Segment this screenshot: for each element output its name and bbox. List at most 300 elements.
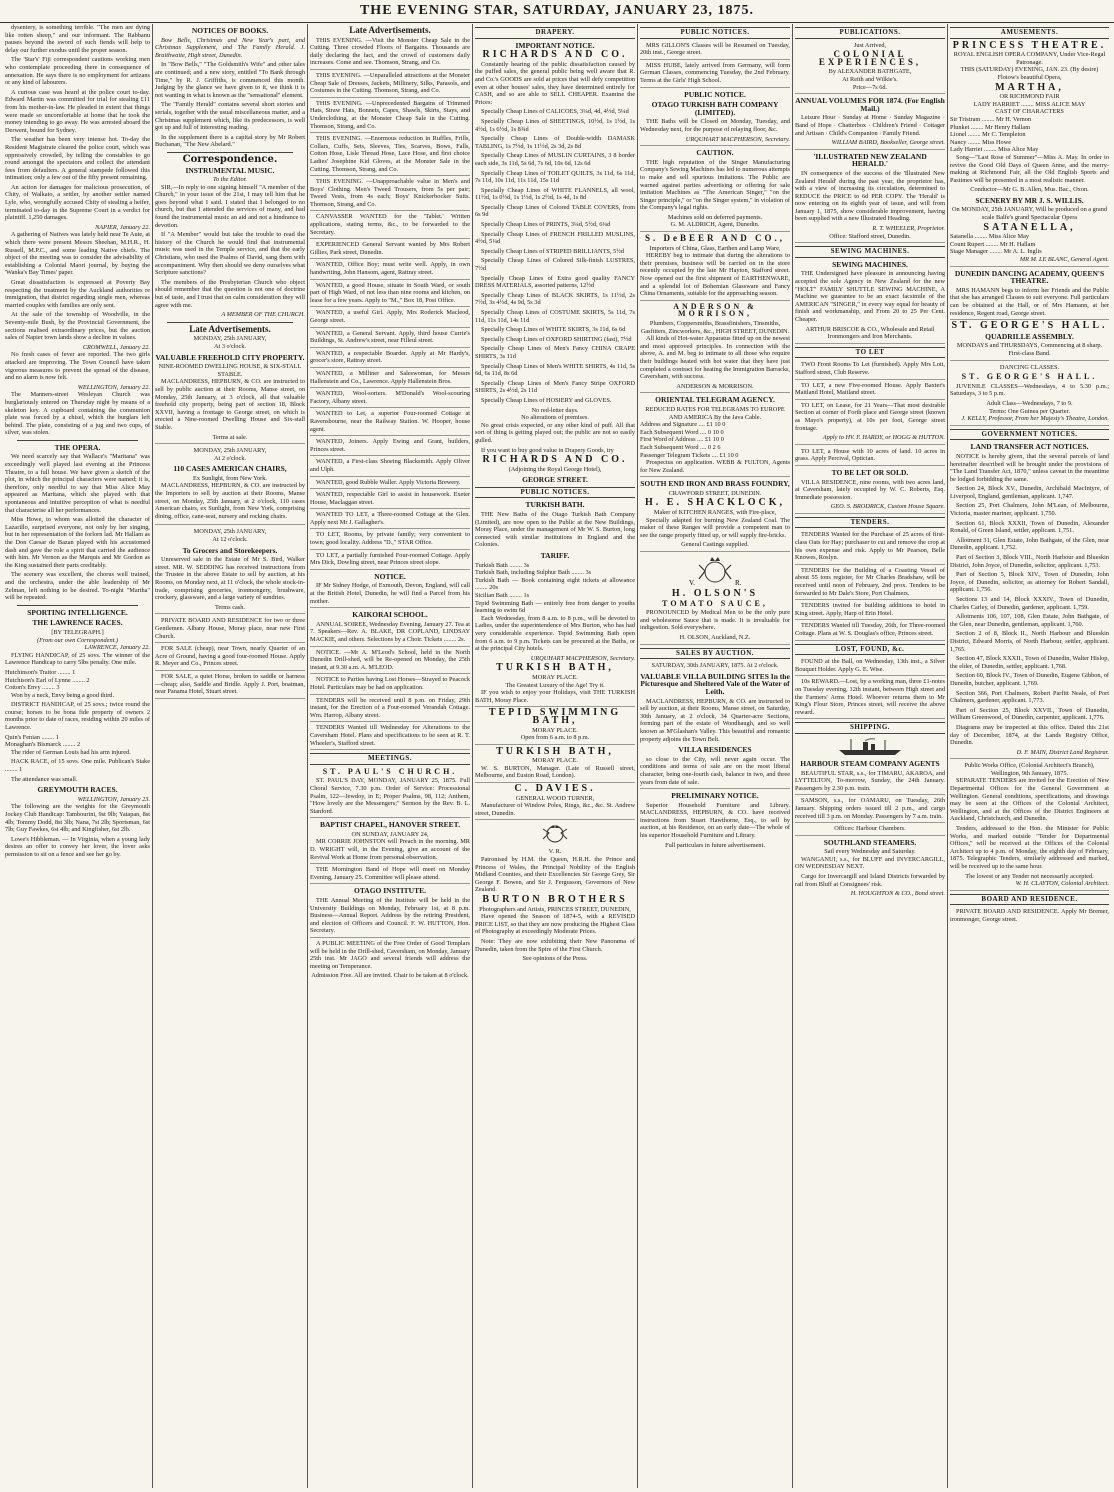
classified-ad: TO LET, a House with 10 acres of land. 10 acres in grass. Apply Percival, Optician. <box>795 448 945 466</box>
price-line: Specially Cheap Lines of Men's Fancy Stripe OXFORD SHIRTS, 2s 4½d, 2s 11d <box>475 379 635 395</box>
classified-ad: WANTED, Wool-sorters. M'Donald's Wool-scouring Factory, Albany street. <box>310 390 470 408</box>
ad-body: so close to the City, will never again occur. The conditions and terms of sale are on the most liberal character, being one-fourth cash, balance in two, and three years from date of sale. <box>640 756 790 789</box>
classified-ad: EXPERIENCED General Servant wanted by Mrs Robert Gillies, Park street, Dunedin. <box>310 241 470 259</box>
signature: ARTHUR BRISCOE & CO., Wholesale and Retail Ironmongers and Iron Merchants. <box>795 326 945 344</box>
notice-text: NOTICE is hereby given, that the several parcels of land hereinafter described will be brought under the provisions of "The Land Transfer Act, 1870," unless caveat in the meantime be lodged forbidding the same. <box>950 452 1109 483</box>
section-heading: Late Advertisements. <box>349 25 431 35</box>
ad-title: To Grocers and Storekeepers. <box>182 545 278 555</box>
classified-ad: TO LET, a partially furnished Four-roomed Cottage. Apply Mrs Dick, Dowling street, near Princes street slope. <box>310 552 470 570</box>
firm-name: RICHARDS AND CO. <box>482 454 628 466</box>
column-rule <box>637 24 638 1488</box>
classified-ad: WANTED, a useful Girl. Apply, Mrs Roderick Macleod, George street. <box>310 309 470 327</box>
classified-ad: THIS EVENING. —Unapproachable value in Men's and Boys' Clothing. Men's Tweed Trousers, from 5s per pair; Tweed Vests, from 4s each; Boys' Knickerbocker Suits. Thomson, Strang, and Co. <box>310 178 470 211</box>
land-section-entry: Section 25, Port Chalmers, John M'Lean, of Melbourne, Victoria, master mariner, applicant. 1,750. <box>950 502 1109 518</box>
section-heading: NOTICE. <box>374 571 406 581</box>
news-paragraph: In the supplement there is a capital story by Mr Robert Buchanan, "The New Abelard." <box>155 133 305 149</box>
news-paragraph: The attendance was small. <box>11 775 78 783</box>
result-line: Hutchinson's Traitor ........ 1 <box>5 668 76 676</box>
ad-line: ROYAL ENGLISH OPERA COMPANY, Under Vice-Regal Patronage. <box>953 51 1106 66</box>
firm-name: H. OLSON'S <box>671 588 759 600</box>
section-heading: TO LET <box>795 347 945 359</box>
classified-ad: WANTED to Let, a superior Four-roomed Cottage at Ravensbourne, near the Railway Station. W. Hooper, house agent. <box>310 410 470 436</box>
ad-title: SOUTH END IRON AND BRASS FOUNDRY, <box>640 479 790 489</box>
price-line: Specially Cheap Lines of Colored TABLE COVERS, from 6s 9d <box>475 203 635 219</box>
signature: H. OLSON, Auckland, N.Z. <box>640 634 790 645</box>
ad-line: QUADRILLE ASSEMBLY. <box>985 331 1074 341</box>
ad-line: THIS (SATURDAY) EVENING, JAN. 23. (By desire) Flotow's beautiful Opera, <box>960 66 1099 81</box>
rate-line: First Word of Address .... £1 10 0 <box>640 436 724 444</box>
section-heading: THE OPERA. <box>54 442 101 452</box>
section-heading: PUBLICATIONS. <box>795 27 945 39</box>
ad-time: At 3 o'clock. <box>213 342 247 350</box>
notice-text: MRS GILLON'S Classes will be Resumed on Tuesday, 20th inst., George street. <box>640 42 790 60</box>
ad-title: TURKISH BATH, <box>496 745 614 757</box>
signature: GEO. S. BRODRICK, Custom House Square. <box>795 503 945 514</box>
column-books-correspondence <box>155 24 305 1488</box>
classified-ad: THIS EVENING. —Visit the Monster Cheap Sale in the Cutting. Three crowded Floors of Bargains. Thousands are daily declaring the fact, and the crowd of customers daily increases. Come and see. Thomson, Strang, and Co. <box>310 37 470 70</box>
classified-ad: FOR SALE (cheap), near Town, nearly Quarter of an Acre of Ground, having a good four-roomed House. Apply R. Meyer and Co., Princes street. <box>155 645 305 671</box>
ad-title: ORIENTAL TELEGRAM AGENCY. <box>655 395 775 405</box>
section-heading: AMUSEMENTS. <box>950 27 1109 39</box>
ad-body: Note: They are now exhibiting their New Panorama of Dunedin, taken from the Spire of the First Church. <box>475 937 635 953</box>
ad-body: MACLANDRESS, HEPBURN, & CO. are instructed to sell by auction, at their Rooms, Manse street, on Saturday, 30th January, at 2 o'clock, 34 Quarter-acre Sections, forming part of the estate of Woodhaugh, and so well known as M'Glashan's Valley. This beautiful and romantic property adjoins the Town Belt. <box>640 697 790 743</box>
ad-body: No great crisis expected, or any other kind of puff. All that sort of thing is getting played out; the public are not so easily gulled. <box>475 421 635 444</box>
news-paragraph: The rider of German Louis had his arm injured. <box>11 748 131 756</box>
notice-text: THE Baths will be Closed on Monday, Tuesday, and Wednesday next, for the purpose of relaying floor, &c. <box>640 118 790 133</box>
ad-line: (Adjoining the Royal George Hotel), <box>508 465 602 473</box>
sub-heading: IMPORTANT NOTICE. <box>515 40 595 50</box>
rate-line: Each Subsequent Word .... 0 2 6 <box>640 443 721 451</box>
ad-time: At 12 o'clock. <box>212 536 248 544</box>
firm-name: S. DeBEER AND CO., <box>644 233 785 244</box>
dateline: WELLINGTON, January 23. <box>77 795 150 803</box>
column-amusements <box>950 24 1109 1488</box>
notice-text: Diagrams may be inspected at this office. Dated this 21st day of December, 1874, at the Lands Registry Office, Dunedin. <box>950 723 1109 747</box>
news-paragraph: An action for damages for malicious prosecution, of Chity, of Walkato, a settler, by another settler named Lyle, who, wrongfully accused Chity of stealing a heifer, terminated to-day in the Supreme Court in a verdict for plaintiff. 1,250 damages. <box>5 183 150 222</box>
letter-paragraph: The members of the Presbyterian Church who object should remember that the question is not one of doctrine but of taste, and I trust that on calm consideration they will agree with me. <box>155 278 305 309</box>
divider <box>17 605 138 606</box>
news-paragraph: The following are the weights for the Greymouth Jockey Club Handicap: Tambourini, 9st 9lb; Yatapan, 8st 4lb; Tommy Dodd, 8st 3lb; Nana, 7st 2lb; Sportsman, 6st 7lb; Guy Fawkes, 6st 4lb; and Kingfisher, 6st 2lb. <box>5 803 150 834</box>
firm-name: H. E. SHACKLOCK, <box>645 497 785 509</box>
sub-heading: CAUTION. <box>696 148 734 158</box>
news-paragraph: HACK RACE, of 15 sovs. One mile. Publican's Stake ........ 1 <box>5 758 150 774</box>
tariff-line: Turkish Bath ........ 3s <box>475 561 530 569</box>
ad-date: MONDAY, 25th JANUARY, <box>193 335 267 343</box>
auction-ad <box>155 335 305 444</box>
news-paragraph: dysentery, is something terrible. "The men are dying like rotten sheep," and our informant. The Rabbanu pauses beyond the sword of such fiends will help to delay our further exodus until the proper season. <box>5 24 150 54</box>
notice-text: Machines sold on deferred payments. <box>667 213 763 221</box>
ad-body: W. S. BURTON, Manager. (Late of Russell street, Melbourne, and Euston Road, London). <box>475 765 635 783</box>
news-paragraph: In "Bow Bells," "The Goldsmith's Wife" and other tales are continued; and a new story, entitled "To Bank through Time," by R. J. Griffiths, is commenced this month. Judging by the glance we have given to it, we think it is not wanting in what is known as the "sensational" element. <box>155 61 305 99</box>
divider <box>17 440 138 441</box>
notice-text: SEPARATE TENDERS are invited for the Erection of New Departmental Offices for the General Government at Wellington. General conditions, specifications, and drawings may be seen at the Offices of the Colonial Architect, Wellington, and at the Offices of the District Engineers at Auckland, Christchurch, and Dunedin. <box>950 777 1109 823</box>
ad-line: Office: Stafford street, Dunedin. <box>795 233 945 244</box>
land-section-entry: Section 24, Block XV., Dunedin, Archibald MacIntyre, of Liverpool, England, gentleman, applicant. 1,747. <box>950 485 1109 500</box>
price-list <box>475 108 635 404</box>
shipping-ad: SAMSON, s.s., for OAMARU, on Tuesday, 26th January. Shipping orders issued till 2 p.m., and cargo received till 3 p.m. on Monday. Passengers by 7 a.m. train. <box>795 797 945 823</box>
cast-line: Satanella ........ Miss Alice May <box>950 233 1030 241</box>
tariff-line: Turkish Bath — Book containing eight tickets at allowance ........ 20s <box>475 576 635 592</box>
masthead-title: THE EVENING STAR, SATURDAY, JANUARY 23, 1875. <box>359 3 755 18</box>
classified-ad: CANVASSER WANTED for the 'Tablet.' Written applications, stating terms, &c., to be forwarded to the Secretary. <box>310 213 470 239</box>
ad-body: PRONOUNCED by Medical Men to be the only pure and wholesome Sauce that is made. It is invaluable for indigestion. Sold everywhere. <box>640 609 790 632</box>
ad-line: Photographers and Artists, PRINCES STREET, DUNEDIN, <box>479 905 631 913</box>
land-section-entry: Allotment 31, Glen Estate, John Bathgate, of the Glen, near Dunedin, applicant. 1,752. <box>950 536 1109 552</box>
sub-heading: THE LAWRENCE RACES. <box>32 618 123 628</box>
tender-ad: TENDERS for the Building of a Coasting Vessel of about 55 tons register, for Mr Charles Bradshaw, will be received until noon of February, 2nd prox. Tenders to be forwarded to Mr Dale's Store, Port Chalmers. <box>795 567 945 600</box>
shipping-ad: WANGANUI, s.s., for BLUFF and INVERCARGILL, ON WEDNESDAY NEXT. <box>795 855 945 871</box>
signature: G. M. ALDRICH, Agent, Dunedin. <box>640 221 790 232</box>
news-paragraph: A gathering of Natives was lately held near Te Aute, at which there were present Messrs Sheehan, M.H.R., H. Russell, M.P.C., and some leading Native chiefs. The object of the meeting was to consider the advisability of establishing a Colonial Maori journal, by buying the 'Wanka's Bay Times' paper. <box>5 231 150 277</box>
signature: R. T. WHEELER, Proprietor. <box>872 225 945 233</box>
section-heading: SEWING MACHINES. <box>795 246 945 258</box>
price-line: Specially Cheap Lines of CALICOES, 3¼d, 4d, 4½d, 5¼d <box>481 108 629 116</box>
theatre-name: PRINCESS THEATRE. <box>952 39 1107 51</box>
ad-line: Importers of China, Glass, Earthen and Lamp Ware, <box>649 244 781 252</box>
ad-line: On MONDAY, 25th JANUARY, Will be produced on a grand scale Balfe's grand Spectacular Opera <box>951 206 1107 222</box>
product-name: TOMATO SAUCE, <box>662 598 768 608</box>
cast-line: Plunket ........ Mr Henry Hallam <box>950 123 1031 131</box>
ad-title: 'ILLUSTRATED NEW ZEALAND HERALD.' <box>813 151 927 169</box>
divider <box>167 152 293 153</box>
byline: (From our own Correspondent.) <box>36 636 119 644</box>
letter-paragraph: SIR,—In reply to one signing himself "A member of the Church," in your issue of the 21st, I may tell him that he goes beyond what I said. I stated that I belonged to no church, but that I attended the services of many, and had found the instrumental music an aid and not a hindrance to devotion. <box>155 183 305 229</box>
ad-line: No red-letter days. <box>531 406 579 414</box>
land-section-entry: Section 47, Block XXXII., Town of Dunedin, Walter Hislop, the elder, of Dunedin, settler, applicant. 1,768. <box>950 655 1109 670</box>
notice-text: TENDERS Wanted till Wednesday for Alterations to the Caversham Hotel. Plans and specifications to be seen at R. T. Wheeler's, Stafford street. <box>310 724 470 750</box>
classified-ad: WANTED, a Milliner and Saleswoman, for Messrs Hallenstein and Co., Lawrence. Apply Hallenstein Bros. <box>310 370 470 388</box>
ad-title: 110 CASES AMERICAN CHAIRS, <box>173 464 287 474</box>
cast-line: Sir Tristram ........ Mr H. Vernon <box>950 115 1032 123</box>
price-line: Specially Cheap Lines of Colored Silk-finish LUSTRES, 7½d <box>475 257 635 273</box>
ad-line: Full particulars in future advertisement. <box>665 841 765 849</box>
ad-line: At Reith and Wilkie's. <box>842 75 898 83</box>
signature: J. KELLY, Professor, From her Majesty's Theatre, London. <box>950 415 1109 426</box>
rate-line: Address and Signature .... £1 10 0 <box>640 421 726 429</box>
section-heading: PUBLIC NOTICES. <box>475 487 635 499</box>
ad-line: Maker of KITCHEN RANGES, with Fire-place, <box>653 509 777 517</box>
ad-line: First-class Band. <box>950 350 1109 361</box>
notice-text: THE high reputation of the Singer Manufacturing Company's Sewing Machines has led to numerous attempts to make and sell spurious imitations. The Public are warned against parties advertising or offering for sale imitation Machines as "The American Singer," "on the Singer principle," or "on the Singer system," in violation of the Company's legal rights. <box>640 158 790 212</box>
news-paragraph: Great dissatisfaction is expressed at Poverty Bay respecting the treatment by the Auckland authorities re immigration, that district regarding single men, whereas married couples with families are only sent. <box>5 279 150 309</box>
section-heading: GOVERNMENT NOTICES. <box>950 429 1109 441</box>
ad-subtitle: Ex Sunlight, from New York. <box>193 474 267 482</box>
tariff-line: Tepid Swimming Bath — entirely free from danger to youths learning to swim 6d <box>475 599 635 615</box>
column-late-ads <box>310 24 470 1488</box>
sub-heading: ON SUNDAY, JANUARY 24, <box>351 830 429 838</box>
sub-heading: PUBLIC NOTICE. <box>684 89 746 99</box>
ad-body: Patronised by H.M. the Queen, H.R.H. the Prince and Princess of Wales, the Principal Nobility of the English Midland Counties, and their Excellencies Sir George Grey, Sir George F. Bowen, and Sir J. Fergusson, Governors of New Zealand. <box>475 856 635 894</box>
notice-text: ANNUAL SOIREE, Wednesday Evening, January 27. Tea at 7. Speakers—Rev. A. BLAKE, DR COPLAND, LINDSAY MACKIE, and others. Selections by a Choir. Tickets ........ 2s. <box>310 621 470 647</box>
price-line: Specially Cheap Lines of WHITE FLANNELS, all wool, 11½d, 1s 0½d, 1s 1½d, 1s 2½d, 1s 4d, 1s 8d <box>475 186 635 202</box>
result-line: Monaghan's Bismarck ........ 2 <box>5 741 81 749</box>
notice-text: THE Annual Meeting of the Institute will be held in the University Buildings on Monday, February 1st, at 8 p.m. Business—Annual Report. Address by the retiring President, and election of Officers and Council. F. W. HUTTON, Hon. Secretary. <box>310 897 470 938</box>
sub-heading: BAPTIST CHAPEL, HANOVER STREET. <box>320 820 460 830</box>
column-rule <box>472 24 473 1488</box>
price: Price—7s 6d. <box>795 84 945 95</box>
news-paragraph: Won by a neck, Envy being a good third. <box>11 691 115 699</box>
section-heading: PUBLIC NOTICES. <box>640 27 790 39</box>
news-paragraph: At the sale of the township of Woodville, in the Seventy-mile Bush, by the Provincial Government, the sections realised extraordinary prices, but the auction sales of Napier town lands show a decline in values. <box>5 311 150 342</box>
ad-line: Public Works Office, (Colonial Architect's Branch), Wellington, 9th January, 1875. <box>964 762 1095 777</box>
dateline: CROMWELL, January 22. <box>82 343 150 351</box>
ad-body: JUVENILE CLASSES—Wednesdays, 4 to 5.30 p.m.; Saturdays, 3 to 5 p.m. <box>950 382 1109 398</box>
notice-text: THE Mornington Band of Hope will meet on Monday Evening, January 25. Committee will please attend. <box>310 866 470 884</box>
ad-title: C. DAVIES. <box>514 783 596 795</box>
ad-title: VILLA RESIDENCES <box>678 745 752 755</box>
section-heading: DRAPERY. <box>475 27 635 39</box>
ad-line: MORAY PLACE. <box>532 673 578 681</box>
signature: URQUHART MACPHERSON, Secretary. <box>530 654 635 662</box>
ad-line: The lowest or any Tender not necessarily accepted. <box>965 872 1094 880</box>
ad-title: BURTON BROTHERS <box>482 894 628 905</box>
price-line: Specially Cheap Lines of TOILET QUILTS, 3s 11d, 6s 11d, 7s 11d, 10s 11d, 11s 11d, 15s 11d <box>475 169 635 185</box>
classified-ad: WANTED, a First-class Shoeing Blacksmith. Apply Oliver and Ulph. <box>310 458 470 476</box>
ad-line: By ALEXANDER BATHGATE, <box>828 68 912 76</box>
ad-line: No alterations of premises. <box>521 414 589 422</box>
ad-body: Have opened the Season of 1874-5, with a REVISED PRICE LIST, so that they are now producing the Highest Class of Photography at exceedingly Moderate Prices. <box>475 913 635 936</box>
ad-title: TURKISH BATH, <box>496 662 614 674</box>
section-heading: Late Advertisements. <box>189 323 271 334</box>
news-paragraph: The Manners-street Wesleyan Church was burglariously entered on Thursday night by means of a skeleton key. A cupboard containing the communion plate was forced by a chisel, which the burglars left behind. The plate, consisting of a jug and two cups, of silver, was stolen. <box>5 391 150 437</box>
tender-ad: TENDERS invited for building additions to hotel in King street. Apply, Harp of Erin Hotel. <box>795 602 945 620</box>
notice-text: NOTICE to Parties having Lost Horses—Strayed to Peacock Hotel. Particulars may be had on application. <box>310 676 470 694</box>
ad-line: CRAWFORD STREET, DUNEDIN. <box>668 489 762 497</box>
ad-body: IF you wish to enjoy your Holidays, visit THE TURKISH BATH, Moray Place. <box>475 689 635 707</box>
news-paragraph: A curious case was heard at the police court to-day. Edward Martin was committed for trial for stealing £11 from his mother-in-law. He pleaded in extent that things were made so uncomfortable at home that he took the money intending to go away. He was arrested aboard the Derwent, bound for Sydney. <box>5 88 150 134</box>
steamship-icon <box>835 737 905 757</box>
news-paragraph: DISTRICT HANDICAP, of 25 sovs.; twice round the course; horses to be bona fide property of owners 2 months prior to date of races, residing within 20 miles of Lawrence. <box>5 701 150 732</box>
ad-line: MORAY PLACE. <box>532 726 578 734</box>
signature: ANDERSON & MORRISON. <box>640 383 790 394</box>
classified-ad: WANTED, a good House, situate in South Ward, or south part of High Ward, of not less than nine rooms and kitchen, on lease for a few years. Apply to "M.," Box 18, Post Office. <box>310 282 470 308</box>
section-heading: TENDERS. <box>795 517 945 529</box>
classified-ad: TO LET, Rooms, by private family; very convenient to town; good locality. Address "D.," STAR Office. <box>310 531 470 549</box>
signature: MR M. LE BLANC, General Agent. <box>950 256 1109 267</box>
ad-line: MORAY PLACE. <box>532 757 578 765</box>
ad-line: GEORGE STREET. <box>522 475 588 485</box>
news-paragraph: The scenery was excellent, the chorus well trained, and the orchestra, under the able leadership of Mr Zelman, left nothing to be desired. To-night "Martha" will be repeated. <box>5 571 150 602</box>
ad-line: V. R. <box>548 848 562 856</box>
price-line: Specially Cheap Lines of Men's Fancy CHINA CRAPE SHIRTS, 3s 11d <box>475 345 635 360</box>
section-heading: SALES BY AUCTION. <box>640 648 790 660</box>
sub-heading: SOUTHLAND STEAMERS. <box>823 837 917 847</box>
ad-body: Each Wednesday, from 8 a.m. to 8 p.m., will be devoted to Ladies, under the superintendence of Mrs Burton, who has had very considerable experience. Tepid Swimming Bath open from 6 a.m. to 9 p.m. Tickets can be procured at the Baths, or at the principal City hotels. <box>475 614 635 653</box>
ad-body: HEREBY beg to intimate that during the alterations to their premises, business will be carried on in the store recently occupied by the late Mr Hayton, Stafford street. Now opened out the first shipment of EARTHENWARE, and a splendid lot of Bohemian Glassware and Fancy China Ornaments, suitable for the approaching season. <box>640 252 790 301</box>
news-paragraph: Bow Bells, Christmas and New Year's part, and Christmas Supplement, and The Family Herald. J. Braithwaite, High street, Dunedin. <box>155 36 305 59</box>
land-section-entry: Part of Section 5, Block XIV., Town of Dunedin, John Joyce, of Dunedin, solicitor, as attorney for Robert Sandall, applicant. 1,756. <box>950 571 1109 594</box>
price-line: Specially Cheap Lines of MUSLIN CURTAINS, 3 8 border each side, 3s 11d, 5s 6d, 7s 6d, 10s 6d, 12s 6d <box>475 152 635 167</box>
cast-line: Nancy ........ Miss Howe <box>950 138 1012 146</box>
land-section-entry: Section 61, Block XXXII, Town of Dunedin, Alexander Ronald, of Green Island, settler, applicant. 1,751. <box>950 519 1109 535</box>
column-public-notices <box>640 24 790 1488</box>
ad-body: If you want to buy good value in Drapery Goods, try <box>481 446 614 454</box>
price-line: Specially Cheap Lines of STRIPED BRILLIANTS, 5½d <box>481 247 625 255</box>
ad-body: Leisure Hour · Sunday at Home · Sunday Magazine · Band of Hope · Chatterbox · Children's Friend · Cottager and Artisan · Child's Companion · Family Friend. <box>795 114 945 137</box>
ad-date: MONDAY, 25th JANUARY, <box>193 447 267 455</box>
ad-line: REDUCED RATES FOR TELEGRAMS TO EUROPE AND AMERICA By the Java Cable. <box>645 405 785 421</box>
notice-text: MR CORRIE JOHNSTON will Preach in the morning. MR D. WRIGHT will, in the Evening, give an account of the Revival Work at Home from personal observation. <box>310 838 470 864</box>
price-line: Specially Cheap Lines of COSTUME SKIRTS, 5s 11d, 7s 11d, 11s 11d, 14s 11d <box>475 309 635 324</box>
section-heading: MEETINGS. <box>310 753 470 765</box>
notice-text: IF Mr Sidney Hodge, of Exmouth, Devon, England, will call at the British Hotel, Dunedin, he will find a Parcel from his mother. <box>310 582 470 608</box>
byline: [BY TELEGRAPH.] <box>51 628 104 636</box>
sub-heading: TARIFF. <box>540 551 570 561</box>
ad-body: MRS HAMANN begs to inform her Friends and the Public that she has arranged Classes to suit everyone. Full particulars can be obtained at the Hall, or of Mrs Hamann, at her residence, Regent road, George street. <box>950 287 1109 320</box>
tariff-line: Turkish Bath, including Sulphur Bath ........ 3s <box>475 569 592 577</box>
ad-title: DUNEDIN DANCING ACADEMY, QUEEN'S THEATRE. <box>954 268 1105 286</box>
ad-title: VALUABLE FREEHOLD CITY PROPERTY. <box>155 352 305 362</box>
ad-line: See opinions of the Press. <box>522 955 588 963</box>
column-publications <box>795 24 945 1488</box>
classified-ad: WANTED, a General Servant. Apply, third house Currie's Buildings, St. Andrew's street, near Filleul street. <box>310 330 470 348</box>
firm-name: RICHARDS AND CO. <box>482 49 628 61</box>
ad-body: THE Undersigned have pleasure in announcing having accepted the sole Agency in New Zealand for the new "HOLT" FAMILY SHUTTLE SEWING MACHINE, A Machine we guarantee to be an exact facsimile of the AMERICAN "SINGER," in every way equal for beauty of finish and workmanship, and From 20 to 25 Per Cent. Cheaper. <box>795 270 945 323</box>
land-section-entry: Part of Section 25, Block XXVII., Town of Dunedin, William Greenwood, of Dunedin, carpenter, applicant. 1,776. <box>950 706 1109 722</box>
tender-ad: TENDERS Wanted for the Purchase of 25 acres of first-class Oats for Hay; purchaser to cut and remove the crop at his own expense and risk. Apply to Mr Pearson, Belle Knowes, Roslyn. <box>795 531 945 564</box>
column-rule <box>947 24 948 1488</box>
news-paragraph: The 'Star's' Fiji correspondent cautions working men who contemplate proceeding there in consequence of annexation. He says there is no employment for artizans or any kind of labourers. <box>5 56 150 87</box>
news-paragraph: We need scarcely say that Wallace's "Maritana" was exceedingly well played last evening at the Princess Theatre, to a full house. We have given a sketch of the plot, in which the principal characters were named; it is, therefore, only needful to say that Miss Alice May appeared as Maritana, which she played with that spontaneous and intuitive perception of what is needful that characterise all her performances. <box>5 453 150 514</box>
classified-ad: FOUND at the Ball, on Wednesday, 13th inst., a Silver Bouquet Holder. Apply G. E. Wise. <box>795 658 945 676</box>
cast-line: Count Rupert ........ Mr H. Hallam <box>950 240 1036 248</box>
ad-date: MONDAY, 25th JANUARY, <box>193 528 267 536</box>
book-title: COLONIAL EXPERIENCES, <box>818 49 922 67</box>
cast-line: Lionel ........ Mr C. Templeton <box>950 131 1026 139</box>
sub-heading: TO BE LET OR SOLD. <box>831 467 909 477</box>
land-sections-list <box>950 485 1109 722</box>
signature: W. H. CLAYTON, Colonial Architect. <box>950 880 1109 891</box>
dateline: WELLINGTON, January 22. <box>77 383 150 391</box>
classified-ad: WANTED, good Rubble Waller. Apply Victoria Brewery. <box>310 479 470 490</box>
ad-title: VALUABLE VILLA BUILDING SITES In the Picturesque and Sheltered Vale of the Water of Leith. <box>640 671 790 696</box>
section-heading: LOST, FOUND, &c. <box>795 644 945 656</box>
column-drapery <box>475 24 635 1488</box>
price-line: Specially Cheap Lines of PRINTS, 3¼d, 5½d, 6¼d <box>481 221 611 229</box>
royal-arms-icon <box>685 555 745 587</box>
section-heading: SPORTING INTELLIGENCE. <box>27 607 128 617</box>
land-section-entry: Allotments 106, 107, 108, Glen Estate, John Bathgate, of the Glen, near Dunedin, gentleman, applicant. 1,760. <box>950 613 1109 628</box>
signature: A MEMBER OF THE CHURCH. <box>221 311 305 319</box>
sub-heading: PRELIMINARY NOTICE. <box>671 791 759 801</box>
signature: H. HOUGHTON & CO., Bond street. <box>850 890 945 898</box>
tender-ad: TENDERS Wanted till Tuesday, 26th, for Three-roomed Cottage. Plans at W. S. Douglas's office, Princes street. <box>795 622 945 640</box>
ad-body: Specially adapted for burning New Zealand Coal. The maker of these Ranges will provide a competent man to see the range properly fitted up, or will supply fire-bricks. <box>640 516 790 539</box>
ad-body: Prospectus on application. WEBB & FULTON, Agents for New Zealand. <box>640 459 790 477</box>
section-heading: NOTICES OF BOOKS. <box>191 26 269 35</box>
result-line: Hutchison's Earl of Lynne ........ 2 <box>5 676 90 684</box>
dateline: NAPIER, January 22. <box>95 223 150 231</box>
tariff-line: Sicilian Bath ........ 1s <box>475 592 530 599</box>
ad-body: MACLANDRESS, HEPBURN, & CO. are instructed by the Importers to sell by auction at their Rooms, Manse street, on Monday, 25th January, at 2 o'clock, 110 cases American chairs, ex Sunlight, from New York, comprising dining, office, cane-seat, nursery and rocking chairs. <box>155 482 305 520</box>
sub-heading: OTAGO INSTITUTE. <box>354 886 426 896</box>
svg-text:R.: R. <box>735 579 742 588</box>
notice-text: NOTICE. —Mr A. M'Leod's School, held in the North Dunedin Drill-shed, will be Re-opened on Monday, the 25th instant, at 9.30 a.m. A. M'LEOD. <box>310 649 470 675</box>
rate-line: Each Subsequent Word .... 0 10 0 <box>640 428 724 436</box>
news-paragraph: FLYING HANDICAP, of 25 sovs. The winner of the Lawrence Handicap to carry 5lbs penalty. One mile. <box>5 651 150 667</box>
classified-ad: PRIVATE BOARD AND RESIDENCE for two or three Gentlemen. Albany House, Moray place, near new First Church. <box>155 617 305 643</box>
ad-line: MONDAYS and THURSDAYS, Commencing at 8 sharp. <box>956 342 1103 350</box>
news-paragraph: Lowe's Hibbleman. — In Virginia, when a young lady desires an offer to convey her lover, the lover asks permission to sit on a fence and see her go by. <box>5 835 150 858</box>
auction-ad <box>155 528 305 614</box>
ad-line: CAST OF CHARACTERS <box>995 108 1064 116</box>
notice-text: TENDERS will be received until 8 p.m. on Friday, 29th instant, for the Erection of a Four-roomed Verandah Cottage. Wm. Harrop, Albany street. <box>310 697 470 723</box>
sub-heading: GREYMOUTH RACES. <box>37 785 118 795</box>
column-rule <box>307 24 308 1488</box>
classified-ad: FOR SALE, a quiet Horse, broken to saddle or harness—cheap; also, Saddle and Bridle. Apply J. Port, boatman, near Panama Hotel, Stuart street. <box>155 673 305 699</box>
classified-ad: THIS EVENING. —Unprecedented Bargains of Trimmed Hats, Straw Hats, Bonnets, Capes, Shawls, Skirts, Stays, and Underclothing, at the Monster Cheap Sale in the Cutting. Thomson, Strang, and Co. <box>310 100 470 133</box>
ad-title: TEPID SWIMMING BATH, <box>488 707 622 726</box>
result-line: Cotton's Envy ........ 3 <box>5 684 60 692</box>
ad-body: Song—"Last Rose of Summer"—Miss A. May. In order to revive the Good Old Days of Queen Anne, and the merry-making at Richmond Fair, all the Old English Sports and Pastimes will be presented in a most realistic manner. <box>950 153 1109 184</box>
ad-line: The Greatest Luxury of the Age! Try it. <box>505 681 605 689</box>
ad-line: Open from 6 a.m. to 8 p.m. <box>475 734 635 745</box>
classified-ad: WANTED, respectable Girl to assist in housework. Exeter House, Maclaggan street. <box>310 491 470 509</box>
signature: WILLIAM BAIRD, Bookseller, George street. <box>795 139 945 150</box>
ad-title: ANNUAL VOLUMES FOR 1874. (For English Mail.) <box>795 96 945 113</box>
ad-body: Superior Household Furniture and Library. MACLANDRESS, HEPBURN, & CO. have received instructions from Stuart Hawthorne, Esq., to sell by auction, at his Residence, on an early date—The whole of his superior Household Furniture and Library. <box>640 801 790 840</box>
sub-heading: HARBOUR STEAM COMPANY AGENTS <box>800 758 940 768</box>
byline: To the Editor. <box>213 176 247 184</box>
notice-text: ST. PAUL'S DAY, MONDAY, JANUARY 25, 1875. Full Choral Service, 7.30 p.m. Order of Service: Processional Psalm, 122—Jewdoy, in E; Proper Psalms, 98, 112; Anthem, "How lovely are the Messengers;" Sermon by the Rev. B. L. Stanford. <box>310 777 470 818</box>
ad-line: SCENERY BY MR J. S. WILLIS. <box>975 195 1084 205</box>
ad-line: LADY HARRIET ........ MISS ALICE MAY <box>973 100 1086 108</box>
ad-body: IN consequence of the success of the 'Illustrated New Zealand Herald' during the past year, the proprietor has, with a view of increasing its circulation, determined to REDUCE the PRICE to 6d PER COPY. The 'Herald' is now entering on its eighth year of issue, and will from January 1, 1875, show considerable improvement, having been supplied with a new Illustrated Heading. <box>795 169 945 223</box>
auction-ad <box>155 447 305 525</box>
shipping-ad: Cargo for Invercargill and Island Districts forwarded by rail from Bluff at Consignees' risk. <box>795 873 945 888</box>
ad-body: All kinds of Hot-water Apparatus fitted up on the newest and most approved principles. In connection with the above, A. and M. beg to intimate to all those who require their buildings heated with hot water that they have just completed a contract for heating the Immigration Barracks, Caversham, with success. <box>640 335 790 381</box>
signature: Apply to HV. F. HARDY, or HOGG & HUTTON. <box>795 434 945 445</box>
section-heading: KAIKORAI SCHOOL. <box>352 610 428 620</box>
sub-heading: INSTRUMENTAL MUSIC. <box>185 165 275 175</box>
classified-ad: TWO Front Rooms To Let (furnished). Apply Mrs Lott, Stafford street, Club Reserve. <box>795 361 945 379</box>
ad-line: General Castings supplied. <box>640 541 790 552</box>
classified-ad: PRIVATE BOARD AND RESIDENCE. Apply Mr Bremer, ironmonger, George street. <box>950 908 1109 923</box>
price-line: Specially Cheap Lines of Extra good quality FANCY DRESS MATERIALS, assorted patterns, 12½d <box>475 274 635 290</box>
cast-line: Lady Harriet ........ Miss Alice May <box>950 146 1039 154</box>
notice-text: Admission Free. All are invited. Chair to be taken at 8 o'clock. <box>311 972 469 980</box>
classified-ad: WANTED, Office Boy; must write well. Apply, in own handwriting, John Hansom, agent, Rattray street. <box>310 261 470 279</box>
section-heading: Correspondence. <box>182 153 278 165</box>
column-rule <box>792 24 793 1488</box>
price-line: Specially Cheap Lines of OXFORD SHIRTING (fast), 7½d <box>481 335 632 343</box>
price-line: Specially Cheap Lines of HOSIERY and GLOVES. <box>481 396 612 404</box>
price-line: Specially Cheap Lines of SHEETINGS, 10½d, 1s 1½d, 1s 4½d, 1s 6½d, 1s 8¾d <box>475 117 635 133</box>
ad-terms: Terms at sale. <box>212 433 248 441</box>
ad-body: Manufacturer of Window Poles, Rings, &c., &c. St. Andrew street, Dunedin. <box>475 802 635 820</box>
news-paragraph: No fresh cases of fever are reported. The two girls attacked are improving. The Town Council have taken vigorous measures to prevent the spread of the disease, and no alarm is now felt. <box>5 351 150 382</box>
column-rule <box>152 24 153 1488</box>
classified-ad: 10s REWARD.—Lost, by a working man, three £1-notes on Tuesday evening, 12th instant, between High street and the Farmers' Arms Hotel. Whoever returns them to Mr King's Flour Store, Princes street, will receive the above reward. <box>795 678 945 719</box>
notice-text: MISS HUBE, lately arrived from Germany, will form German Classes, commencing Tuesday, the 2nd February. Terms at the Girls' High School. <box>640 62 790 88</box>
notice-text: Tenders, addressed to the Hon. the Minister for Public Works, and marked outside "Tender for Departmental Offices," will be received at the Offices of the Colonial Architect up to 4 p.m. of Monday, the eighth day of February, 1875. Telegraphic Tenders, similarly addressed and marked, will be received up to the same hour. <box>950 825 1109 870</box>
svg-text:V.: V. <box>689 579 695 588</box>
classified-ad: WANTED, Joiners. Apply Ewing and Grant, builders, Princes street. <box>310 438 470 456</box>
news-paragraph: The "Family Herald" contains several short stories and serials, together with the usual miscellaneous matter, and a Christmas supplement which, like its predecessors, is well got up and full of interesting reading. <box>155 101 305 132</box>
ad-terms: Terms cash. <box>215 603 245 611</box>
ad-line: Adult Class—Wednesdays, 7 to 9. <box>986 399 1073 407</box>
column-news <box>5 24 150 1488</box>
price-line: Specially Cheap Lines of WHITE SKIRTS, 3s 11d, 6s 6d <box>481 326 626 334</box>
result-line: Quin's Fenian ........ 1 <box>5 733 59 741</box>
ad-date: SATURDAY, 30th JANUARY, 1875. At 2 o'clock. <box>651 662 779 670</box>
opera-title: SATANELLA, <box>983 221 1076 233</box>
hall-name: ST. GEORGE'S HALL. <box>961 372 1098 382</box>
ad-body: Unreserved sale in the Estate of Mr S. Bird, Walker street. MR. W. SEDDING has received instructions from the Trustee in the above Estate to sell by auction, at his Rooms, on Monday next, at 11 o'clock, the whole stock-in-trade, comprising groceries, ironmongery, brushware, crockery, glassware, and a large variety of sundries. <box>155 556 305 602</box>
price-line: Specially Cheap Lines of Double-width DAMASK TABLING, 1s 7½d, 1s 11½d, 2s 3d, 2s 8d <box>475 135 635 150</box>
price-line: Specially Cheap Lines of Men's WHITE SHIRTS, 4s 11d, 5s 6d, 6s 11d, 8s 6d <box>475 362 635 378</box>
classified-ad: TO LET, on Lease, for 21 Years—That most desirable Section at corner of Forth place and George street (known as Mayo's property), at 10s per foot, George street frontage. <box>795 401 945 432</box>
